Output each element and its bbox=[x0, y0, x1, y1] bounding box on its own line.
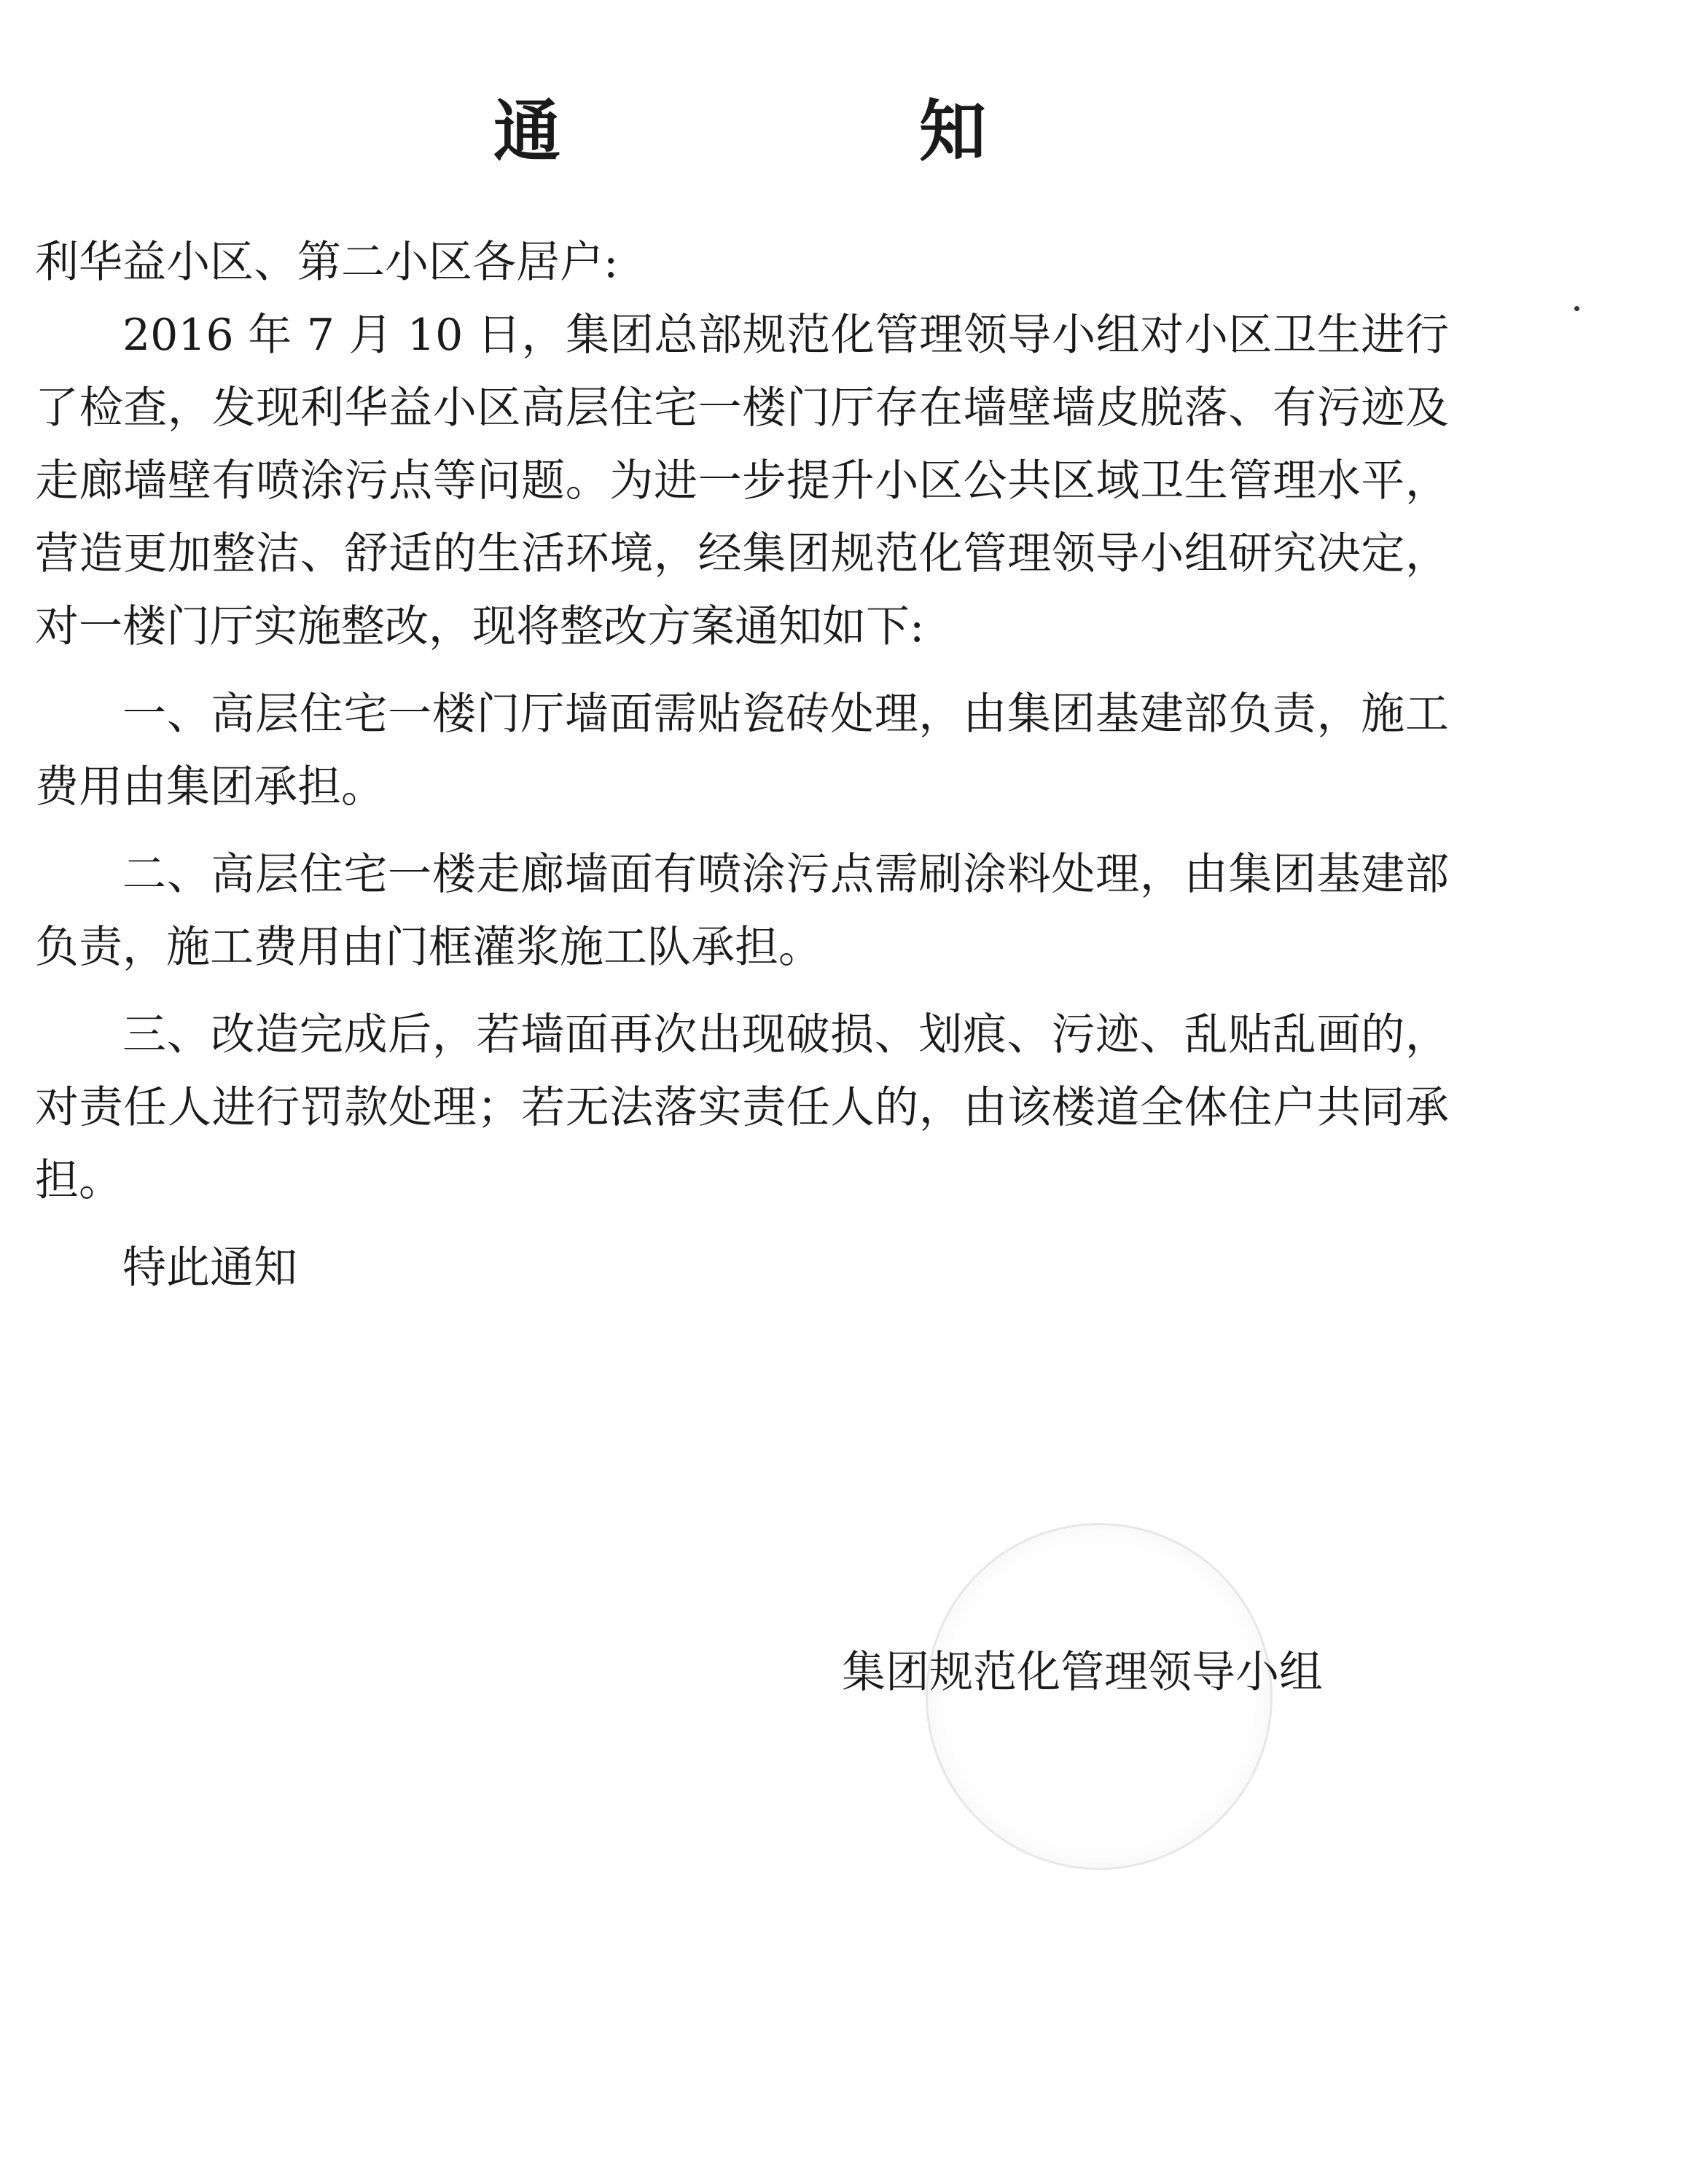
closing-line: 特此通知 bbox=[122, 1242, 297, 1293]
paragraph-intro: 2016 年 7 月 10 日，集团总部规范化管理领导小组对小区卫生进行了检查，发现利华益小区高层住宅一楼门厅存在墙壁墙皮脱落、有污迹及走廊墙壁有喷涂污点等问题。为进一步提升小区公共区域卫生管理水平，营造更加整洁、舒适的生活环境，经集团规范化管理领导小组研究决定，对一楼门厅实施整改，现将整改方案通知如下: bbox=[35, 310, 1449, 652]
paragraph-item-3: 三、改造完成后，若墙面再次出现破损、划痕、污迹、乱贴乱画的，对责任人进行罚款处理；若无法落实责任人的，由该楼道全体住户共同承担。 bbox=[35, 1009, 1449, 1206]
notice-title: 通 知 bbox=[493, 92, 1132, 171]
salutation: 利华益小区、第二小区各居户: bbox=[35, 237, 619, 288]
paragraph-item-2: 二、高层住宅一楼走廊墙面有喷涂污点需刷涂料处理，由集团基建部负责，施工费用由门框灌浆施工队承担。 bbox=[35, 849, 1449, 973]
paragraph-item-1: 一、高层住宅一楼门厅墙面需贴瓷砖处理，由集团基建部负责，施工费用由集团承担。 bbox=[35, 689, 1449, 813]
scan-speck bbox=[1574, 306, 1579, 311]
notice-body bbox=[35, 226, 1449, 1304]
signature-organization: 集团规范化管理领导小组 bbox=[842, 1647, 1323, 1698]
